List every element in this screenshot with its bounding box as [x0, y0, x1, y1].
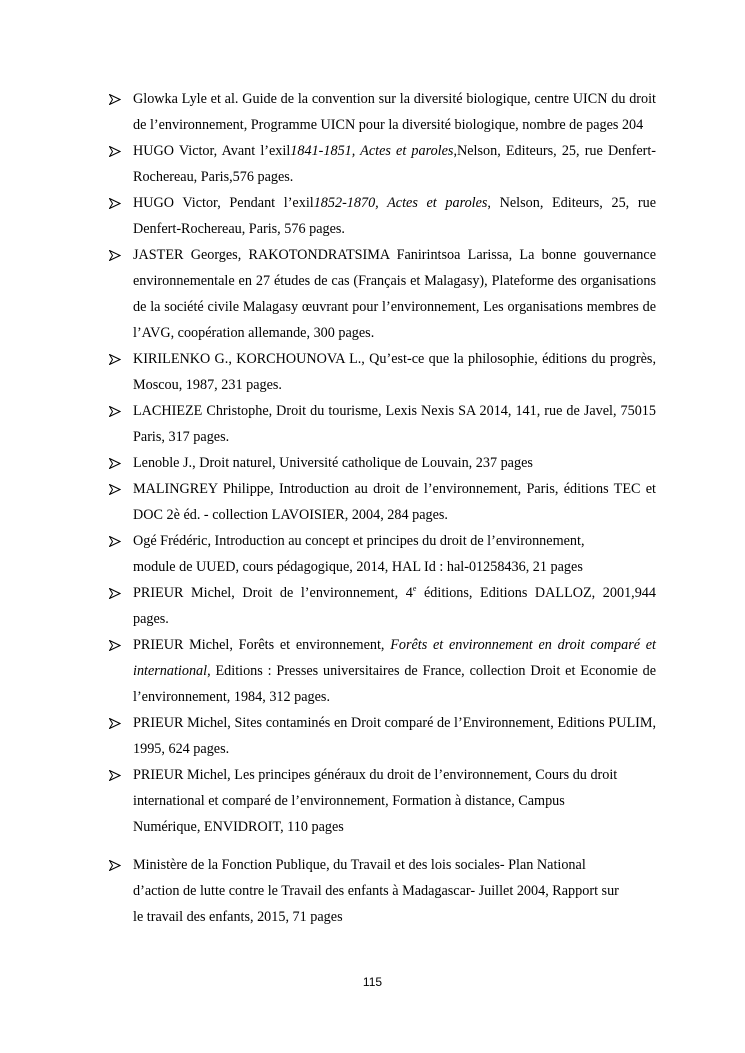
bibliography-entry — [108, 528, 656, 580]
entry-title: 1841-1851, Actes et paroles — [290, 143, 454, 159]
entry-line: d’action de lutte contre le Travail des enfants à Madagascar- Juillet 2004, Rapport sur — [133, 883, 619, 899]
entry-title: Forêts et environnement en droit comparé et international — [133, 637, 656, 679]
entry-line: Ogé Frédéric, Introduction au concept et principes du droit de l’environnement, — [133, 533, 585, 549]
arrowhead-bullet-icon — [108, 476, 124, 502]
arrowhead-bullet-icon — [108, 242, 124, 268]
entry-line: Ministère de la Fonction Publique, du Travail et des lois sociales- Plan National — [133, 857, 586, 873]
entry-text: éditions, Editions DALLOZ, 2001,944 pages. — [133, 585, 656, 627]
entry-text: MALINGREY Philippe, Introduction au droit de l’environnement, Paris, éditions TEC et DOC 2è éd. - collection LAVOISIER, 2004, 284 pages. — [133, 481, 656, 523]
entry-text: Lenoble J., Droit naturel, Université catholique de Louvain, 237 pages — [133, 455, 533, 471]
entry-text: PRIEUR Michel, Sites contaminés en Droit comparé de l’Environnement, Editions PULIM, 1995, 624 pages. — [133, 715, 656, 757]
page-number: 115 — [362, 975, 383, 989]
entry-text: HUGO Victor, Avant l’exil — [133, 143, 291, 159]
bibliography-entry — [108, 398, 656, 450]
bibliography-entry — [108, 710, 656, 762]
arrowhead-bullet-icon — [108, 762, 124, 788]
bibliography-entry — [108, 450, 656, 476]
arrowhead-bullet-icon — [108, 190, 124, 216]
arrowhead-bullet-icon — [108, 398, 124, 424]
entry-text: JASTER Georges, RAKOTONDRATSIMA Fanirintsoa Larissa, La bonne gouvernance environnementale en 27 études de cas (Français et Malagasy), Plateforme des organisations de la société civile Malagasy œuvrant pour l’environnement, Les organisations membres de l’AVG, coopération allemande, 300 pages. — [133, 247, 656, 341]
entry-line: Numérique, ENVIDROIT, 110 pages — [133, 819, 344, 835]
bibliography-entry — [108, 346, 656, 398]
entry-line: module de UUED, cours pédagogique, 2014, HAL Id : hal-01258436, 21 pages — [133, 559, 583, 575]
entry-text: LACHIEZE Christophe, Droit du tourisme, Lexis Nexis SA 2014, 141, rue de Javel, 75015 Paris, 317 pages. — [133, 403, 656, 445]
entry-text: KIRILENKO G., KORCHOUNOVA L., Qu’est-ce que la philosophie, éditions du progrès, Moscou, 1987, 231 pages. — [133, 351, 656, 393]
arrowhead-bullet-icon — [108, 710, 124, 736]
bibliography-entry — [108, 852, 656, 930]
bibliography-entry — [108, 580, 656, 632]
entry-line: PRIEUR Michel, Les principes généraux du droit de l’environnement, Cours du droit — [133, 767, 618, 783]
entry-text: , Nelson, Editeurs, 25, rue Denfert-Rochereau, Paris, 576 pages. — [133, 195, 656, 237]
entry-line: le travail des enfants, 2015, 71 pages — [133, 909, 343, 925]
arrowhead-bullet-icon — [108, 632, 124, 658]
entry-title: 1852-1870, Actes et paroles — [313, 195, 488, 211]
arrowhead-bullet-icon — [108, 852, 124, 878]
arrowhead-bullet-icon — [108, 86, 124, 112]
bibliography-entry — [108, 476, 656, 528]
superscript: e — [412, 584, 417, 593]
arrowhead-bullet-icon — [108, 450, 124, 476]
entry-text: ,Nelson, Editeurs, 25, rue Denfert-Rochereau, Paris,576 pages. — [133, 143, 657, 185]
bibliography-entry — [108, 86, 656, 138]
bibliography-entry — [108, 190, 656, 242]
arrowhead-bullet-icon — [108, 528, 124, 554]
entry-text: Glowka Lyle et al. Guide de la convention sur la diversité biologique, centre UICN du droit de l’environnement, Programme UICN pour la diversité biologique, nombre de pages 204 — [133, 91, 656, 133]
entry-text: HUGO Victor, Pendant l’exil — [133, 195, 314, 211]
entry-text: PRIEUR Michel, Droit de l’environnement, 4 — [133, 585, 413, 601]
arrowhead-bullet-icon — [108, 138, 124, 164]
entry-line: international et comparé de l’environnement, Formation à distance, Campus — [133, 793, 565, 809]
bibliography-entry — [108, 632, 656, 710]
arrowhead-bullet-icon — [108, 346, 124, 372]
bibliography-entry — [108, 762, 656, 840]
bibliography-list — [108, 86, 656, 930]
entry-text: , Editions : Presses universitaires de France, collection Droit et Economie de l’environnement, 1984, 312 pages. — [133, 663, 656, 705]
entry-text: PRIEUR Michel, Forêts et environnement, — [133, 637, 391, 653]
arrowhead-bullet-icon — [108, 580, 124, 606]
bibliography-entry — [108, 138, 656, 190]
bibliography-entry — [108, 242, 656, 346]
